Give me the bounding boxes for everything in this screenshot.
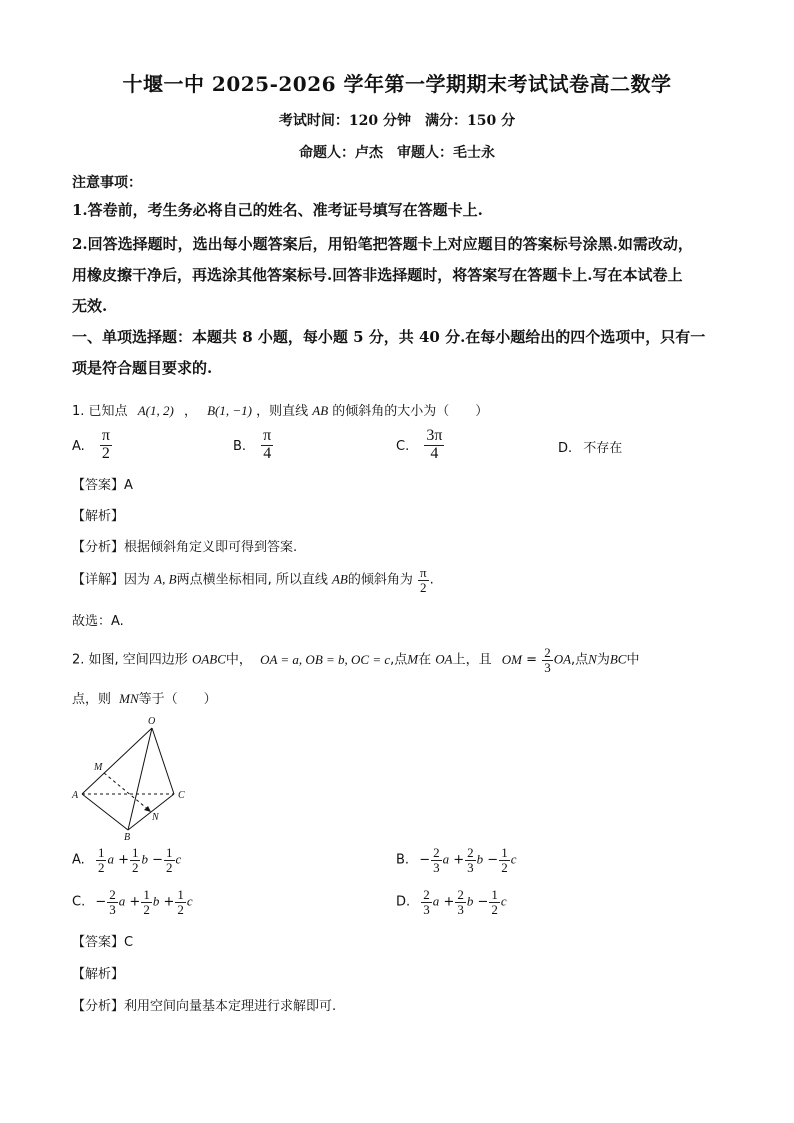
section-1-line-2: 项是符合题目要求的. [72, 359, 213, 377]
q2-option-a[interactable]: A. $\frac{1}{2}$ a + $\frac{1}{2}$ b − $\frac{1}{2}$ c [72, 845, 182, 875]
vector-mn [104, 773, 150, 811]
page-title: 十堰一中 2025-2026 学年第一学期期末考试试卷高二数学 [122, 72, 672, 96]
q2-answer: 【答案】C [72, 935, 134, 950]
q1-option-d[interactable]: D. 不存在 [558, 441, 623, 456]
edge-oc [152, 728, 174, 794]
notice-item-1: 1.答卷前，考生务必将自己的姓名、准考证号填写在答题卡上. [72, 201, 483, 219]
notice-item-2-line-1: 2.回答选择题时，选出每小题答案后，用铅笔把答题卡上对应题目的答案标号涂黑.如需改动， [72, 235, 693, 253]
q1-option-c[interactable]: C. $\frac{3\pi}{4}$ [396, 427, 443, 462]
point-a: A(1, 2) [137, 403, 174, 418]
line-ab: AB [312, 403, 329, 418]
q1-option-a[interactable]: A. $\frac{\pi}{2}$ [72, 427, 110, 462]
label-b: B [124, 832, 131, 842]
notice-heading: 注意事项： [72, 175, 142, 191]
edge-oa [82, 728, 152, 794]
q2-option-b[interactable]: B. − $\frac{2}{3}$ a + $\frac{2}{3}$ b − $\frac{1}{2}$ c [396, 845, 517, 875]
q1-detail: 【详解】因为 A, B两点横坐标相同, 所以直线 AB的倾斜角为 $\frac{\pi}{2}$ . [72, 565, 434, 595]
label-o: O [148, 716, 156, 727]
edge-ab [82, 794, 128, 830]
label-c: C [178, 790, 185, 801]
q2-option-c[interactable]: C. − $\frac{2}{3}$ a + $\frac{1}{2}$ b + $\frac{1}{2}$ c [72, 887, 193, 917]
section-1-line-1: 一、单项选择题：本题共 8 小题，每小题 5 分，共 40 分.在每小题给出的四个选项中，只有一 [72, 328, 706, 346]
q2-analysis-tag: 【解析】 [72, 967, 125, 982]
question-2-stem-line-1: 2. 如图, 空间四边形 OABC中， OA = a, OB = b, OC = c,点M在 OA上，且 OM = $\frac{2}{3}$ OA,点N为BC中 [72, 645, 640, 675]
notice-item-2-line-3: 无效. [72, 297, 108, 315]
q2-fenxi: 【分析】利用空间向量基本定理进行求解即可. [72, 999, 337, 1014]
q2-option-d[interactable]: D. $\frac{2}{3}$ a + $\frac{2}{3}$ b − $\frac{1}{2}$ c [396, 887, 507, 917]
label-n: N [152, 812, 159, 823]
arrow-head [144, 806, 151, 812]
tetrahedron-figure [68, 712, 198, 842]
label-m: M [94, 762, 103, 773]
point-b: B(1, −1) [207, 403, 252, 418]
q1-conclusion: 故选：A. [72, 614, 124, 629]
q1-fenxi: 【分析】根据倾斜角定义即可得到答案. [72, 540, 298, 555]
exam-info: 考试时间：120 分钟 满分：150 分 [278, 113, 516, 129]
q1-option-b[interactable]: B. $\frac{\pi}{4}$ [233, 427, 272, 462]
notice-item-2-line-2: 用橡皮擦干净后，再选涂其他答案标号.回答非选择题时，将答案写在答题卡上.写在本试卷上 [72, 266, 683, 284]
exam-authors: 命题人：卢杰 审题人：毛士永 [299, 145, 495, 161]
vector-definitions: OA = a, OB = b, OC = c [260, 651, 391, 667]
label-a: A [72, 790, 79, 801]
question-1-stem: 1. 已知点 A(1, 2) ， B(1, −1) ，则直线 AB 的倾斜角的大小为（ ） [72, 403, 489, 419]
question-2-stem-line-2: 点，则 MN等于（ ） [72, 691, 217, 707]
q1-analysis-tag: 【解析】 [72, 509, 125, 524]
q1-answer: 【答案】A [72, 478, 133, 493]
edge-ob [128, 728, 152, 830]
